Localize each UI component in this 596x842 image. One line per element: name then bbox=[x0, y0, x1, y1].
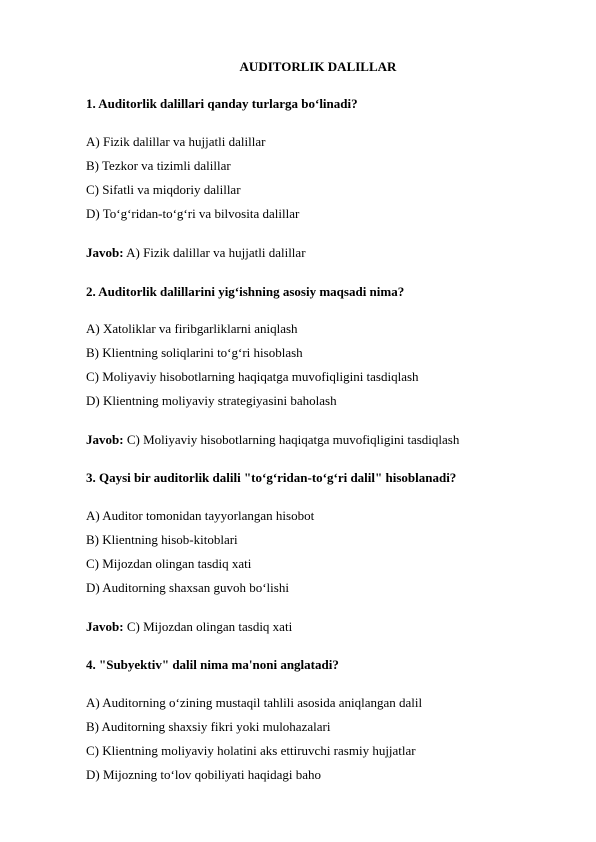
q3-option-a: A) Auditor tomonidan tayyorlangan hisobot bbox=[86, 508, 315, 523]
q3-answer bbox=[86, 619, 292, 635]
q2-option-c: C) Moliyaviy hisobotlarning haqiqatga muvofiqligini tasdiqlash bbox=[86, 369, 419, 384]
answer-label: Javob: bbox=[86, 432, 124, 447]
page-title: AUDITORLIK DALILLAR bbox=[239, 59, 397, 74]
question-1: 1. Auditorlik dalillari qanday turlarga bo‘linadi? bbox=[86, 96, 358, 111]
q3-option-c: C) Mijozdan olingan tasdiq xati bbox=[86, 556, 252, 571]
q4-option-b: B) Auditorning shaxsiy fikri yoki mulohazalari bbox=[86, 719, 331, 734]
answer-text: C) Moliyaviy hisobotlarning haqiqatga muvofiqligini tasdiqlash bbox=[123, 432, 460, 447]
q3-option-b: B) Klientning hisob-kitoblari bbox=[86, 532, 238, 547]
answer-text: C) Mijozdan olingan tasdiq xati bbox=[123, 619, 293, 634]
q1-option-b: B) Tezkor va tizimli dalillar bbox=[86, 158, 231, 173]
q2-option-d: D) Klientning moliyaviy strategiyasini baholash bbox=[86, 393, 337, 408]
q1-option-a: A) Fizik dalillar va hujjatli dalillar bbox=[86, 134, 266, 149]
q1-option-d: D) To‘g‘ridan-to‘g‘ri va bilvosita dalillar bbox=[86, 206, 300, 221]
answer-label: Javob: bbox=[86, 619, 124, 634]
question-4: 4. "Subyektiv" dalil nima ma'noni anglatadi? bbox=[86, 657, 339, 672]
q2-answer bbox=[86, 432, 459, 448]
answer-label: Javob: bbox=[86, 245, 124, 260]
answer-text: A) Fizik dalillar va hujjatli dalillar bbox=[123, 245, 306, 260]
q4-option-c: C) Klientning moliyaviy holatini aks ettiruvchi rasmiy hujjatlar bbox=[86, 743, 416, 758]
q4-option-a: A) Auditorning o‘zining mustaqil tahlili asosida aniqlangan dalil bbox=[86, 695, 423, 710]
question-2: 2. Auditorlik dalillarini yig‘ishning asosiy maqsadi nima? bbox=[86, 284, 405, 299]
q2-option-a: A) Xatoliklar va firibgarliklarni aniqlash bbox=[86, 321, 298, 336]
q1-option-c: C) Sifatli va miqdoriy dalillar bbox=[86, 182, 241, 197]
q4-option-d: D) Mijozning to‘lov qobiliyati haqidagi baho bbox=[86, 767, 322, 782]
question-3: 3. Qaysi bir auditorlik dalili "to‘g‘ridan-to‘g‘ri dalil" hisoblanadi? bbox=[86, 470, 457, 485]
q1-answer bbox=[86, 245, 306, 261]
q2-option-b: B) Klientning soliqlarini to‘g‘ri hisoblash bbox=[86, 345, 303, 360]
q3-option-d: D) Auditorning shaxsan guvoh bo‘lishi bbox=[86, 580, 289, 595]
